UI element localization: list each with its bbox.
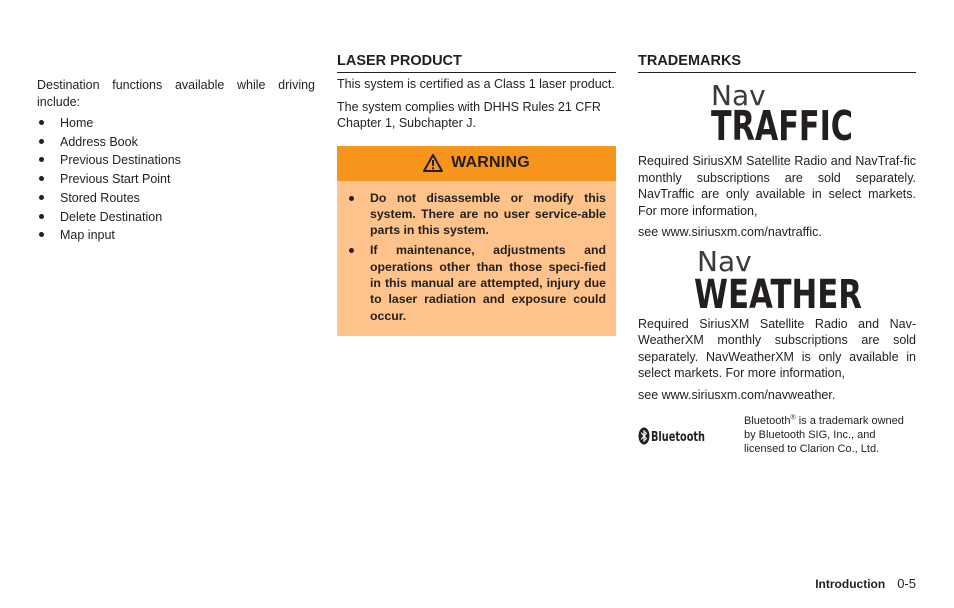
list-item: Delete Destination [37, 208, 315, 227]
navtraffic-url: see www.siriusxm.com/navtraffic. [638, 225, 822, 239]
list-item: Map input [37, 226, 315, 245]
bluetooth-logo [638, 414, 744, 450]
bluetooth-note: is a trademark owned by Bluetooth SIG, Inc., and licensed to Clarion Co., Ltd. [744, 415, 904, 455]
warning-title: WARNING [451, 153, 530, 171]
list-item: Home [37, 114, 315, 133]
navtraffic-logo [687, 79, 867, 145]
dhhs-compliance-text: The system complies with DHHS Rules 21 CFR Chapter 1, Subchapter J. [337, 99, 601, 130]
warning-triangle-icon [423, 154, 443, 172]
bluetooth-rune-icon [638, 427, 708, 445]
column-left [37, 0, 315, 245]
section-heading-laser-product: LASER PRODUCT [337, 53, 462, 69]
warning-header [337, 146, 616, 181]
warning-list [337, 181, 616, 324]
bluetooth-trademark-row [638, 414, 916, 456]
column-right [638, 0, 916, 456]
navtraffic-logo-line1: Nav [711, 79, 766, 112]
page-number: 0-5 [897, 576, 916, 591]
column-middle [337, 0, 616, 336]
list-item: Previous Start Point [37, 170, 315, 189]
intro-text: Destination functions available while driving include: [37, 78, 315, 109]
list-item: Address Book [37, 133, 315, 152]
warning-item: Do not disassemble or modify this system. There are no user service-able parts in this system. [349, 190, 606, 239]
navtraffic-text: Required SiriusXM Satellite Radio and NavTraf-fic monthly subscriptions are sold separately. NavTraffic are only available in select markets. For more information, [638, 154, 916, 218]
navweather-logo-line2: WEATHER [694, 271, 862, 314]
list-item: Previous Destinations [37, 151, 315, 170]
navweather-url: see www.siriusxm.com/navweather. [638, 387, 836, 402]
warning-item: If maintenance, adjustments and operations other than those speci-fied in this manual are attempted, injury due to laser radiation and exposure could occur. [349, 242, 606, 323]
section-heading-trademarks: TRADEMARKS [638, 53, 742, 69]
bluetooth-name: Bluetooth [744, 415, 791, 427]
warning-box [337, 146, 616, 336]
navweather-logo [682, 244, 872, 314]
navtraffic-logo-line2: TRAFFIC [711, 102, 853, 145]
navweather-logo-line1: Nav [697, 244, 752, 278]
laser-class-text: This system is certified as a Class 1 laser product. [337, 77, 615, 91]
bluetooth-logo-text: Bluetooth [651, 430, 705, 445]
trademarks-heading-block [638, 52, 916, 73]
list-item: Stored Routes [37, 189, 315, 208]
footer-section-name: Introduction [815, 577, 886, 591]
bluetooth-trademark-text [744, 414, 916, 456]
destination-function-list [37, 114, 315, 245]
navweather-text: Required SiriusXM Satellite Radio and Nav-WeatherXM monthly subscriptions are sold separately. NavWeatherXM is only available in select markets. For more information, [638, 316, 916, 380]
page-footer [815, 576, 916, 593]
laser-product-heading-block [337, 52, 616, 73]
registered-mark: ® [790, 414, 796, 422]
